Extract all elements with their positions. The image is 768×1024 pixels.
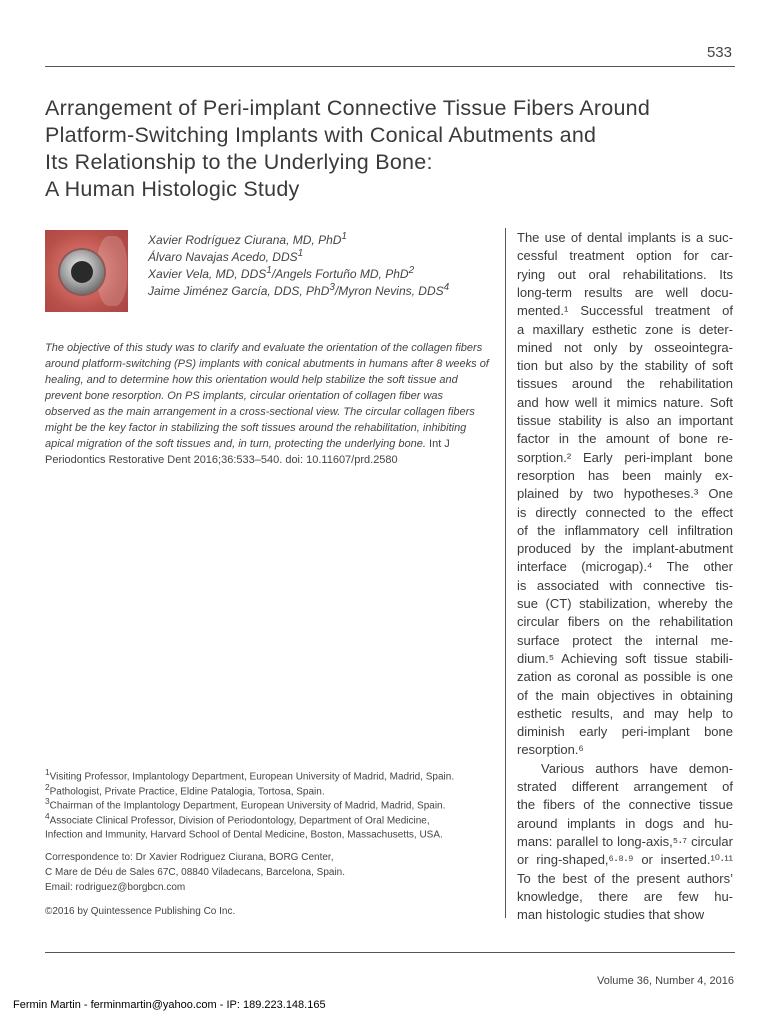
body-text-line: mined not only by osseointegra- bbox=[517, 339, 733, 355]
affiliation-mark: 2 bbox=[45, 781, 50, 792]
body-text-line: interface (microgap).⁴ The other bbox=[517, 559, 733, 575]
author-affiliation-mark: 1 bbox=[297, 248, 304, 259]
author-name: Álvaro Navajas Acedo, DDS bbox=[148, 250, 298, 264]
affiliation-text: Infection and Immunity, Harvard School of Dental Medicine, Boston, Massachusetts, USA. bbox=[45, 829, 443, 841]
body-text-line: resorption has been mainly ex- bbox=[517, 467, 733, 483]
body-text-line: knowledge, there are few hu- bbox=[517, 888, 733, 904]
column-divider bbox=[505, 228, 506, 918]
correspondence-line: Email: rodriguez@borgbcn.com bbox=[45, 881, 186, 893]
affiliation-text: Pathologist, Private Practice, Eldine Patalogia, Tortosa, Spain. bbox=[49, 785, 325, 797]
body-text-line: around implants in dogs and hu- bbox=[517, 815, 733, 831]
abstract-text: The objective of this study was to clarify and evaluate the orientation of the collagen fibers around platform-switching (PS) implants with conical abutments in humans after 8 weeks of healing, and to determine how this orientation would help stabilize the soft tissue and prevent bone resorption. On PS implants, circular orientation of collagen fiber was observed as the main arrangement in a cross-sectional view. The circular collagen fibers might be the key factor in stabilizing the soft tissues around the rehabilitation, inhibiting apical migration of the soft tissues and, in turn, protecting the underlying bone. bbox=[45, 342, 489, 451]
header-rule bbox=[45, 66, 735, 67]
body-text-line: and how well it mimics nature. Soft bbox=[517, 394, 733, 410]
body-text-line: the fibers of the connective tissue bbox=[517, 797, 733, 813]
body-text-line: of the main objectives in obtaining bbox=[517, 687, 733, 703]
implant-clinical-photo bbox=[45, 230, 128, 312]
implant-head-image bbox=[60, 250, 104, 294]
correspondence-line: Correspondence to: Dr Xavier Rodriguez Ciurana, BORG Center, bbox=[45, 852, 334, 863]
body-text-line: circular fibers on the rehabilitation bbox=[517, 614, 733, 630]
citation: Int J Periodontics Restorative Dent 2016;36:533–540. doi: 10.11607/prd.2580 bbox=[45, 438, 450, 467]
author-affiliation-mark: 4 bbox=[443, 282, 450, 293]
body-text-line: Various authors have demon- bbox=[541, 760, 733, 776]
author-affiliation-mark: 3 bbox=[329, 282, 335, 293]
author-name: /Myron Nevins, DDS bbox=[334, 284, 444, 298]
author-name: /Angels Fortuño MD, PhD bbox=[271, 267, 409, 281]
body-text-line: mented.¹ Successful treatment of bbox=[517, 303, 733, 319]
affiliation bbox=[45, 823, 505, 843]
page-number: 533 bbox=[706, 44, 732, 61]
body-text-line: cessful treatment option for car- bbox=[517, 248, 733, 264]
title-line: Platform-Switching Implants with Conical Abutments and bbox=[45, 123, 597, 147]
body-text-line: tissue stability is also an important bbox=[517, 413, 733, 428]
body-text-line: dium.⁵ Achieving soft tissue stabili- bbox=[517, 650, 733, 666]
copyright: ©2016 by Quintessence Publishing Co Inc. bbox=[45, 906, 236, 917]
article-title bbox=[45, 95, 735, 203]
author-affiliation-mark: 2 bbox=[408, 265, 415, 276]
body-text-line: zation as coronal as possible is one bbox=[517, 669, 733, 685]
body-text-line: a maxillary esthetic zone is deter- bbox=[517, 321, 733, 337]
author-line bbox=[148, 279, 508, 300]
body-text-line: produced by the implant-abutment bbox=[517, 541, 733, 557]
body-text-line: mans: parallel to long-axis,⁵·⁷ circular bbox=[517, 833, 733, 849]
author-affiliation-mark: 1 bbox=[266, 265, 272, 276]
body-text-line: esthetic results, and may help to bbox=[517, 705, 733, 721]
body-text-line: tion but also by the stability of soft bbox=[517, 358, 733, 374]
body-text-line: resorption.⁶ bbox=[517, 742, 584, 758]
body-text-line: man histologic studies that show bbox=[517, 907, 705, 923]
author-name: Jaime Jiménez García, DDS, PhD bbox=[148, 284, 330, 298]
journal-issue-footer: Volume 36, Number 4, 2016 bbox=[597, 975, 734, 987]
body-text-line: long-term results are well docu- bbox=[517, 284, 733, 300]
body-text-line: To the best of the present authors’ bbox=[517, 870, 733, 886]
body-text-line: sue (CT) stabilization, whereby the bbox=[517, 596, 733, 611]
body-text-line: sorption.² Early peri-implant bone bbox=[517, 449, 733, 465]
footer-rule bbox=[45, 952, 735, 953]
affiliation-mark: 3 bbox=[45, 796, 50, 807]
body-text-line: plained by two hypotheses.³ One bbox=[517, 486, 733, 502]
body-text-line: diminish early peri-implant bone bbox=[517, 724, 733, 740]
author-affiliation-mark: 1 bbox=[341, 231, 347, 242]
body-text-line: strated different arrangement of bbox=[517, 779, 733, 794]
affiliation-text: Associate Clinical Professor, Division of Periodontology, Department of Oral Medicine, bbox=[49, 815, 430, 827]
abstract bbox=[45, 340, 490, 468]
body-text-line: rying out oral rehabilitations. Its bbox=[517, 266, 733, 282]
download-watermark: Fermin Martin - ferminmartin@yahoo.com - IP: 189.223.148.165 bbox=[13, 999, 326, 1011]
body-text-line: or ring-shaped,⁶·⁸·⁹ or inserted.¹⁰·¹¹ bbox=[517, 852, 733, 868]
title-line: Its Relationship to the Underlying Bone: bbox=[45, 150, 433, 174]
affiliation-text: Visiting Professor, Implantology Department, European University of Madrid, Madrid, Spain. bbox=[49, 771, 455, 783]
affiliation-text: Chairman of the Implantology Department, European University of Madrid, Madrid, Spain. bbox=[49, 800, 446, 812]
affiliation-mark: 1 bbox=[45, 767, 50, 777]
body-text-line: is associated with connective tis- bbox=[517, 577, 733, 593]
title-line: Arrangement of Peri-implant Connective Tissue Fibers Around bbox=[45, 96, 651, 120]
author-name: Xavier Vela, MD, DDS bbox=[148, 267, 267, 281]
body-text-line: surface protect the internal me- bbox=[517, 632, 733, 648]
body-text-line: tissues around the rehabilitation bbox=[517, 376, 733, 392]
affiliation-mark: 4 bbox=[45, 810, 50, 821]
correspondence-line: C Mare de Déu de Sales 67C, 08840 Viladecans, Barcelona, Spain. bbox=[45, 866, 346, 878]
title-line: A Human Histologic Study bbox=[45, 177, 300, 201]
body-text-line: factor in the amount of bone re- bbox=[517, 431, 733, 447]
implant-connection-image bbox=[71, 261, 93, 283]
author-name: Xavier Rodríguez Ciurana, MD, PhD bbox=[148, 233, 342, 247]
body-text-line: The use of dental implants is a suc- bbox=[517, 230, 733, 245]
body-text-line: is directly connected to the effect bbox=[517, 504, 733, 520]
body-text-line: of the inflammatory cell infiltration bbox=[517, 522, 733, 538]
